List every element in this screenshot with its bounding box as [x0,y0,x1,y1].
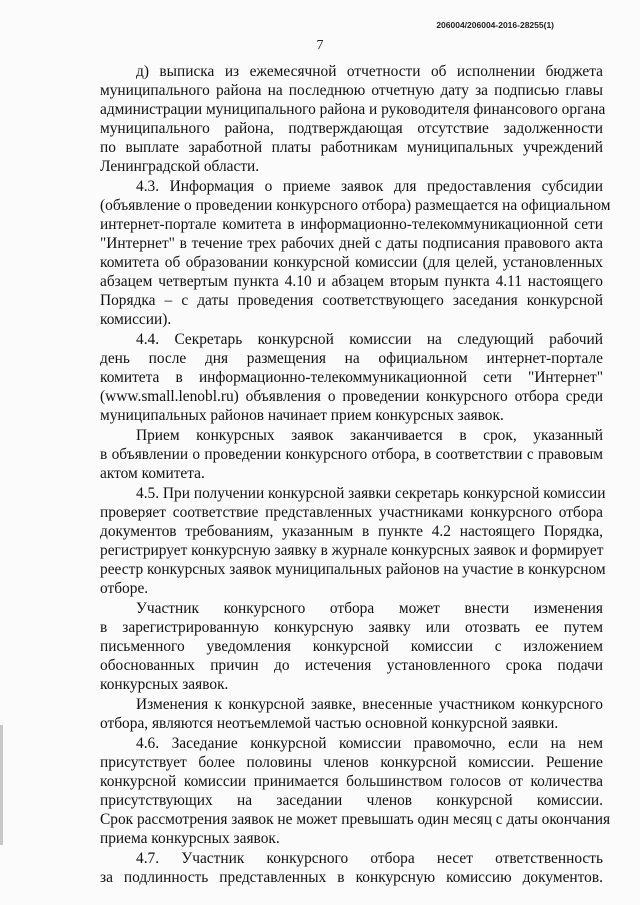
text-line: 4.6. Заседание конкурсной комиссии правомочно, если на нем [136,735,603,752]
text-line: абзацем четвертым пункта 4.10 и абзацем вторым пункта 4.11 настоящего [100,273,603,290]
text-line: документов требованиям, указанным в пункте 4.2 настоящего Порядка, [100,523,603,540]
text-line: (объявление о проведении конкурсного отбора) размещается на официальном [100,197,611,214]
text-line: реестр конкурсных заявок муниципальных районов на участие в конкурсном [100,561,606,578]
paragraph-d-budget-report [100,62,606,176]
text-line: приема конкурсных заявок. [100,830,280,847]
text-line: Изменения к конкурсной заявке, внесенные участником конкурсного [136,696,603,713]
document-body [100,62,611,888]
text-line: муниципальных районов начинает прием конкурсных заявок. [100,407,504,424]
text-line: регистрирует конкурсную заявку в журнале конкурсных заявок и формирует [100,542,604,559]
text-line: комитета в информационно-телекоммуникационной сети "Интернет" [100,369,603,386]
scan-edge-mark [0,725,3,845]
text-line: отборе. [100,580,149,597]
text-line: комиссии). [100,311,172,328]
text-line: (www.small.lenobl.ru) объявления о проведении конкурсного отбора среди [100,388,603,405]
text-line: в зарегистрированную конкурсную заявку или отозвать ее путем [100,619,603,636]
paragraph-acceptance-deadline [100,426,603,483]
text-line: присутствует более половины членов конкурсной комиссии. Решение [100,754,603,771]
text-line: Порядка – с даты проведения соответствующего заседания конкурсной [100,292,603,309]
text-line: муниципального района на последнюю отчетную дату за подписью главы [100,82,603,99]
text-line: администрации муниципального района и руководителя финансового органа [100,101,606,118]
text-line: Участник конкурсного отбора может внести изменения [136,600,603,617]
text-line: комитета об образовании конкурсной комиссии (для целей, установленных [100,254,603,271]
text-line: обоснованных причин до истечения установленного срока подачи [100,657,603,674]
text-line: интернет-портале комитета в информационно-телекоммуникационной сети [100,216,603,233]
text-line: проверяет соответствие представленных участниками конкурсного отбора [100,504,603,521]
text-line: 4.4. Секретарь конкурсной комиссии на следующий рабочий [136,331,603,348]
text-line: 4.5. При получении конкурсной заявки секретарь конкурсной комиссии [136,485,606,502]
text-line: за подлинность представленных в конкурсную комиссию документов. [100,869,603,886]
page-number: 7 [316,38,324,53]
text-line: день после дня размещения на официальном интернет-портале [100,350,603,367]
paragraph-4-5 [100,484,606,598]
text-line: присутствующих на заседании членов конкурсной комиссии. [100,792,603,809]
paragraph-4-3 [100,177,611,329]
text-line: конкурсных заявок. [100,676,229,693]
text-line: отбора, являются неотъемлемой частью основной конкурсной заявки. [100,715,559,732]
text-line: д) выписка из ежемесячной отчетности об исполнении бюджета [136,63,603,80]
text-line: 4.7. Участник конкурсного отбора несет ответственность [136,850,603,867]
paragraph-4-6 [100,734,611,848]
text-line: Прием конкурсных заявок заканчивается в срок, указанный [136,427,603,444]
document-id: 206004/206004-2016-28255(1) [436,20,554,30]
paragraph-4-7 [100,849,603,887]
text-line: письменного уведомления конкурсной комиссии с изложением [100,638,603,655]
text-line: актом комитета. [100,465,205,482]
text-line: конкурсной комиссии принимается большинством голосов от количества [100,773,603,790]
text-line: Срок рассмотрения заявок не может превышать один месяц с даты окончания [100,811,611,828]
text-line: Ленинградской области. [100,158,260,175]
text-line: "Интернет" в течение трех рабочих дней с даты подписания правового акта [100,235,603,252]
text-line: муниципального района, подтверждающая отсутствие задолженности [100,120,603,137]
paragraph-participant-changes [100,599,603,694]
paragraph-changes-integral [100,695,603,733]
text-line: по выплате заработной платы работникам муниципальных учреждений [100,139,603,156]
text-line: в объявлении о проведении конкурсного отбора, в соответствии с правовым [100,446,603,463]
paragraph-4-4 [100,330,603,425]
text-line: 4.3. Информация о приеме заявок для предоставления субсидии [136,178,603,195]
